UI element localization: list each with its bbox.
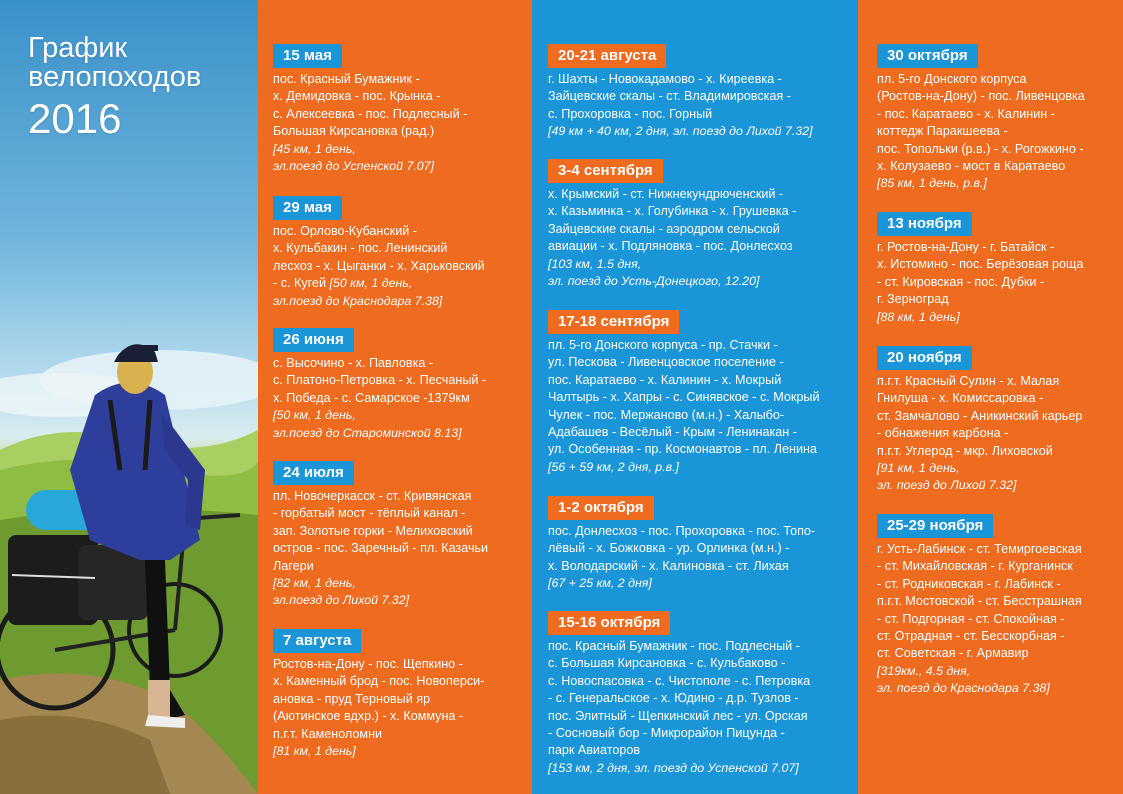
trip-entry [273, 196, 485, 310]
trip-entry [548, 310, 820, 476]
schedule-column-3 [858, 0, 1123, 794]
trip-route [273, 223, 485, 293]
trip-entry [273, 328, 486, 442]
trip-details: [153 км, 2 дня, эл. поезд до Успенской 7.07] [548, 760, 799, 775]
trip-entry [548, 159, 796, 290]
trip-date: 3-4 сентября [548, 159, 663, 183]
trip-date: 7 августа [273, 629, 361, 653]
trip-details: [103 км, 1.5 дня, эл. поезд до Усть-Донецкого, 12.20] [548, 256, 760, 289]
trip-details: [319км., 4.5 дня, эл. поезд до Краснодара 7.38] [877, 663, 1050, 696]
trip-details: эл.поезд до Краснодара 7.38] [273, 293, 443, 308]
trip-route: пл. 5-го Донского корпуса - пр. Стачки - ул. Пескова - Ливенцовское поселение - пос. Каратаево - х. Калинин - х. Мокрый Чалтырь - х. Хапры - с. Синявское - с. Мокрый Чулек - пос. Мержаново (м.н.) - Халыбо- Адабашев - Весёлый - Крым - Ленинакан - ул. Особенная - пр. Космонавтов - пл. Ленина [548, 338, 820, 457]
trip-route: пл. Новочеркасск - ст. Кривянская - горбатый мост - тёплый канал - зап. Золотые горки - Мелиховский остров - пос. Заречный - пл. Казачьи Лагери [273, 489, 489, 573]
trip-entry [877, 44, 1085, 193]
schedule-column-1 [258, 0, 532, 794]
trip-date: 24 июля [273, 461, 354, 485]
trip-route: х. Крымский - ст. Нижнекундрюченский - х. Казьминка - х. Голубинка - х. Грушевка - Зайцевские скалы - аэродром сельской авиации - х. Подляновка - пос. Донлесхоз [548, 187, 797, 254]
trip-details-inline: [50 км, 1 день, [329, 276, 413, 291]
trip-details: [88 км, 1 день] [877, 309, 960, 324]
trip-entry [877, 346, 1082, 495]
trip-date: 1-2 октября [548, 496, 654, 520]
trip-date: 20 ноября [877, 346, 972, 370]
trip-date: 25-29 ноября [877, 514, 993, 538]
trip-date: 15-16 октября [548, 611, 670, 635]
title-line-1: График [28, 32, 128, 64]
trip-entry [877, 212, 1083, 326]
trip-entry [548, 496, 815, 593]
trip-entry [877, 514, 1082, 698]
trip-route: п.г.т. Красный Сулин - х. Малая Гнилуша - х. Комиссаровка - ст. Замчалово - Аникинский карьер - обнажения карбона - п.г.т. Углерод - мкр. Лиховской [877, 374, 1083, 458]
trip-details: [49 км + 40 км, 2 дня, эл. поезд до Лихой 7.32] [548, 124, 813, 139]
cyclist-photo [0, 0, 258, 794]
trip-route: г. Шахты - Новокадамово - х. Киреевка - Зайцевские скалы - ст. Владимировская - с. Прохоровка - пос. Горный [548, 72, 791, 121]
trip-date: 15 мая [273, 44, 342, 68]
trip-details: [81 км, 1 день] [273, 744, 356, 759]
schedule-column-2 [532, 0, 858, 794]
trip-route: пос. Красный Бумажник - х. Демидовка - пос. Крынка - с. Алексеевка - пос. Подлесный - Большая Кирсановка (рад.) [273, 72, 468, 139]
trip-date: 17-18 сентября [548, 310, 679, 334]
trip-details: [85 км, 1 день, р.в.] [877, 176, 987, 191]
page-title [28, 34, 201, 140]
trip-details: [45 км, 1 день, эл.поезд до Успенской 7.07] [273, 141, 435, 174]
trip-entry [548, 44, 813, 141]
trip-route: г. Ростов-на-Дону - г. Батайск - х. Истомино - пос. Берёзовая роща - ст. Кировская - пос. Дубки - г. Зерноград [877, 240, 1084, 307]
trip-details: [67 + 25 км, 2 дня] [548, 576, 652, 591]
trip-entry [548, 611, 810, 777]
trip-details: [82 км, 1 день, эл.поезд до Лихой 7.32] [273, 576, 410, 608]
trip-date: 20-21 августа [548, 44, 666, 68]
trip-route-text: пос. Орлово-Кубанский - х. Кульбакин - пос. Ленинский лесхоз - х. Цыганки - х. Харьковский - с. Кугей [273, 224, 485, 291]
trip-route: пос. Донлесхоз - пос. Прохоровка - пос. Топо- лёвый - х. Божковка - ур. Орлинка (м.н.) - х. Володарский - х. Калиновка - ст. Лихая [548, 524, 816, 573]
trip-details: [50 км, 1 день, эл.поезд до Староминской 8.13] [273, 408, 462, 440]
trip-date: 30 октября [877, 44, 978, 68]
trip-route: пос. Красный Бумажник - пос. Подлесный - с. Большая Кирсановка - с. Кульбаково - с. Новоспасовка - с. Чистополе - с. Петровка - с. Генеральское - х. Юдино - д.р. Тузлов - пос. Элитный - Щепкинский лес - ул. Орская - Сосновый бор - Микрорайон Пицунда - парк Авиаторов [548, 639, 811, 758]
trip-entry [273, 44, 467, 175]
trip-route: пл. 5-го Донского корпуса (Ростов-на-Дону) - пос. Ливенцовка - пос. Каратаево - х. Калинин - коттедж Паракшеева - пос. Топольки (р.в.) - х. Рогожкино - х. Колузаево - мост в Каратаево [877, 72, 1085, 174]
trip-details: [91 км, 1 день, эл. поезд до Лихой 7.32] [877, 461, 1017, 493]
trip-entry [273, 629, 484, 760]
trip-entry [273, 461, 488, 610]
trip-date: 13 ноября [877, 212, 972, 236]
trip-route: г. Усть-Лабинск - ст. Темиргоевская - ст. Михайловская - г. Курганинск - ст. Родниковская - г. Лабинск - п.г.т. Мостовской - ст. Бесстрашная - ст. Подгорная - ст. Спокойная - ст. Отрадная - ст. Бесскорбная - ст. Советская - г. Армавир [877, 542, 1082, 661]
title-line-2: велопоходов [28, 61, 202, 93]
trip-date: 26 июня [273, 328, 354, 352]
trip-route: с. Высочино - х. Павловка - с. Платоно-Петровка - х. Песчаный - х. Победа - с. Самарское -1379км [273, 356, 487, 405]
trip-route: Ростов-на-Дону - пос. Щепкино - х. Каменный брод - пос. Новоперси- ановка - пруд Терновый яр (Аютинское вдхр.) - х. Коммуна - п.г.т. Каменоломни [273, 657, 485, 741]
trip-details: [56 + 59 км, 2 дня, р.в.] [548, 459, 679, 474]
trip-date: 29 мая [273, 196, 342, 220]
title-year: 2016 [28, 95, 122, 142]
